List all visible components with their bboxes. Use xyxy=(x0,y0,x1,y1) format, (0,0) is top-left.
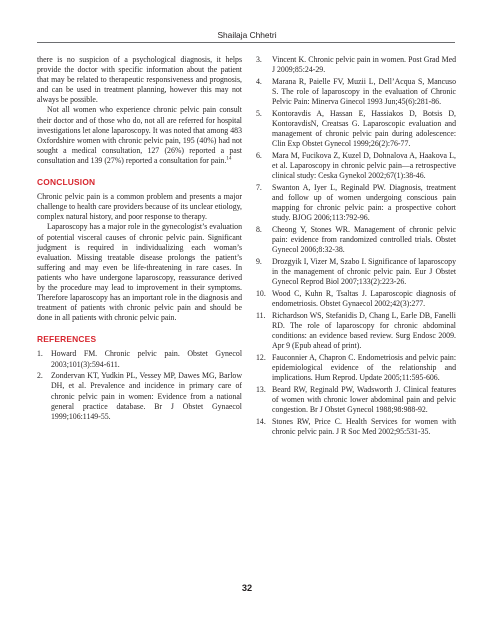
reference-text: Howard FM. Chronic pelvic pain. Obstet Gynecol 2003;101(3):594-611. xyxy=(51,349,242,369)
reference-number: 6. xyxy=(256,150,262,160)
reference-item xyxy=(256,417,456,437)
reference-text: Zondervan KT, Yudkin PL, Vessey MP, Dawes MG, Barlow DH, et al. Prevalence and incidence in primary care of chronic pelvic pain in women: Evidence from a national general practice database. Br J Obstet Gynaecol 1999;106:1149-55. xyxy=(51,371,242,421)
reference-text: Richardson WS, Stefanidis D, Chang L, Earle DB, Fanelli RD. The role of laparoscopy for chronic abdominal conditions: an evidence based review. Surg Endosc 2009. Apr 9 (Epub ahead of print). xyxy=(272,310,456,351)
reference-number: 1. xyxy=(37,349,43,359)
body-paragraph: there is no suspicion of a psychological diagnosis, it helps provide the doctor with specific information about the patient that may be related to therapeutic responsiveness and prognosis, and can be used in treatment planning, however this may not always be possible. xyxy=(37,55,242,105)
reference-number: 5. xyxy=(256,108,262,118)
reference-item xyxy=(256,289,456,309)
reference-text: Mara M, Fucikova Z, Kuzel D, Dohnalova A, Haakova L, et al. Laparoscopy in chronic pelvic pain—a retrospective clinical study: Ceska Gynekol 2002;67(1):38-46. xyxy=(272,150,456,181)
reference-text: Vincent K. Chronic pelvic pain in women. Post Grad Med J 2009;85:24-29. xyxy=(272,55,456,75)
reference-list xyxy=(256,55,456,437)
reference-number: 3. xyxy=(256,55,262,64)
reference-text: Marana R, Paielle FV, Muzii L, Dell’Acqua S, Mancuso S. The role of laparoscopy in the evaluation of Chronic Pelvic Pain: Minerva Ginecol 1993 Jun;45(6):281-86. xyxy=(272,76,456,107)
page-number: 32 xyxy=(241,583,253,593)
reference-item xyxy=(37,371,242,421)
reference-text: Drozgyik I, Vizer M, Szabo I. Significance of laparoscopy in the management of chronic pelvic pain. Eur J Obstet Gynecol Reprod Biol 2007;133(2):223-26. xyxy=(272,256,456,287)
body-paragraph: Laparoscopy has a major role in the gynecologist’s evaluation of potential visceral causes of chronic pelvic pain. Significant judgment is required in individualizing each woman’s evaluation. Missing treatable disease prolongs the patient’s suffering and may even be life-threatening in rare cases. In patients who have undergone laparoscopy, reassurance derived by the procedure may lead to improvement in their symptoms. Therefore laparoscopy has an important role in the diagnosis and treatment of patients with chronic pelvic pain and should be done in all patients with chronic pelvic pain. xyxy=(37,222,242,323)
reference-number: 2. xyxy=(37,371,43,381)
header-rule xyxy=(37,42,455,43)
reference-text: Kontoravdis A, Hassan E, Hassiakos D, Botsis D, KontoravdisN, Creatsas G. Laparoscopic evaluation and management of chronic pelvic pain during adolescence: Clin Exp Obstet Gynecol 1999;26(2):76-77. xyxy=(272,108,456,149)
reference-number: 4. xyxy=(256,76,262,86)
left-column xyxy=(37,55,242,423)
reference-text: Cheong Y, Stones WR. Management of chronic pelvic pain: evidence from randomized controlled trials. Obstet Gynecol 2006;8:32-38. xyxy=(272,224,456,255)
reference-number: 11. xyxy=(256,310,266,320)
reference-item xyxy=(256,55,456,75)
reference-item xyxy=(256,311,456,351)
reference-text: Wood C, Kuhn R, Tsaltas J. Laparoscopic diagnosis of endometriosis. Obstet Gynaecol 2002;42(3):277. xyxy=(272,288,456,308)
body-paragraph: Chronic pelvic pain is a common problem and presents a major challenge to health care providers because of its unclear etiology, complex natural history, and poor response to therapy. xyxy=(37,192,242,222)
reference-text: Stones RW, Price C. Health Services for women with chronic pelvic pain. J R Soc Med 2002;95:531-35. xyxy=(272,416,456,436)
references-heading: REFERENCES xyxy=(37,334,97,345)
right-column xyxy=(256,55,456,439)
reference-number: 13. xyxy=(256,384,266,394)
body-paragraph xyxy=(37,105,242,166)
reference-item xyxy=(256,77,456,107)
reference-item xyxy=(37,349,242,369)
reference-number: 9. xyxy=(256,256,262,266)
reference-number: 10. xyxy=(256,288,266,298)
reference-text: Swanton A, Iyer L, Reginald PW. Diagnosis, treatment and follow up of women undergoing conscious pain mapping for chronic pelvic pain: a prospective cohort study. BJOG 2006;113:792-96. xyxy=(272,182,456,223)
reference-item xyxy=(256,257,456,287)
reference-number: 14. xyxy=(256,416,266,426)
conclusion-heading: CONCLUSION xyxy=(37,177,96,188)
reference-number: 8. xyxy=(256,224,262,234)
body-text: Not all women who experience chronic pelvic pain consult their doctor and of those who do, not all are referred for hospital investigations let alone laparoscopy. It was noted that among 483 Oxfordshire women with chronic pelvic pain, 195 (40%) had not sought a medical consultation, 127 (26%) reported a past consultation and 139 (27%) reported a consultation for pain. xyxy=(37,105,242,165)
citation-superscript: 14 xyxy=(226,155,232,162)
reference-text: Beard RW, Reginald PW, Wadsworth J. Clinical features of women with chronic lower abdominal pain and pelvic congestion. Br J Obstet Gynecol 1988;98:988-92. xyxy=(272,384,456,414)
reference-item xyxy=(256,353,456,383)
reference-item xyxy=(256,225,456,255)
reference-item xyxy=(256,183,456,223)
reference-list xyxy=(37,349,242,421)
reference-number: 12. xyxy=(256,352,266,362)
reference-item xyxy=(256,385,456,415)
reference-number: 7. xyxy=(256,182,262,192)
running-head: Shailaja Chhetri xyxy=(217,30,277,40)
reference-text: Fauconnier A, Chapron C. Endometriosis and pelvic pain: epidemiological evidence of the relationship and implications. Hum Reprod. Update 2005;11:595-606. xyxy=(272,352,456,382)
reference-item xyxy=(256,109,456,149)
reference-item xyxy=(256,151,456,181)
